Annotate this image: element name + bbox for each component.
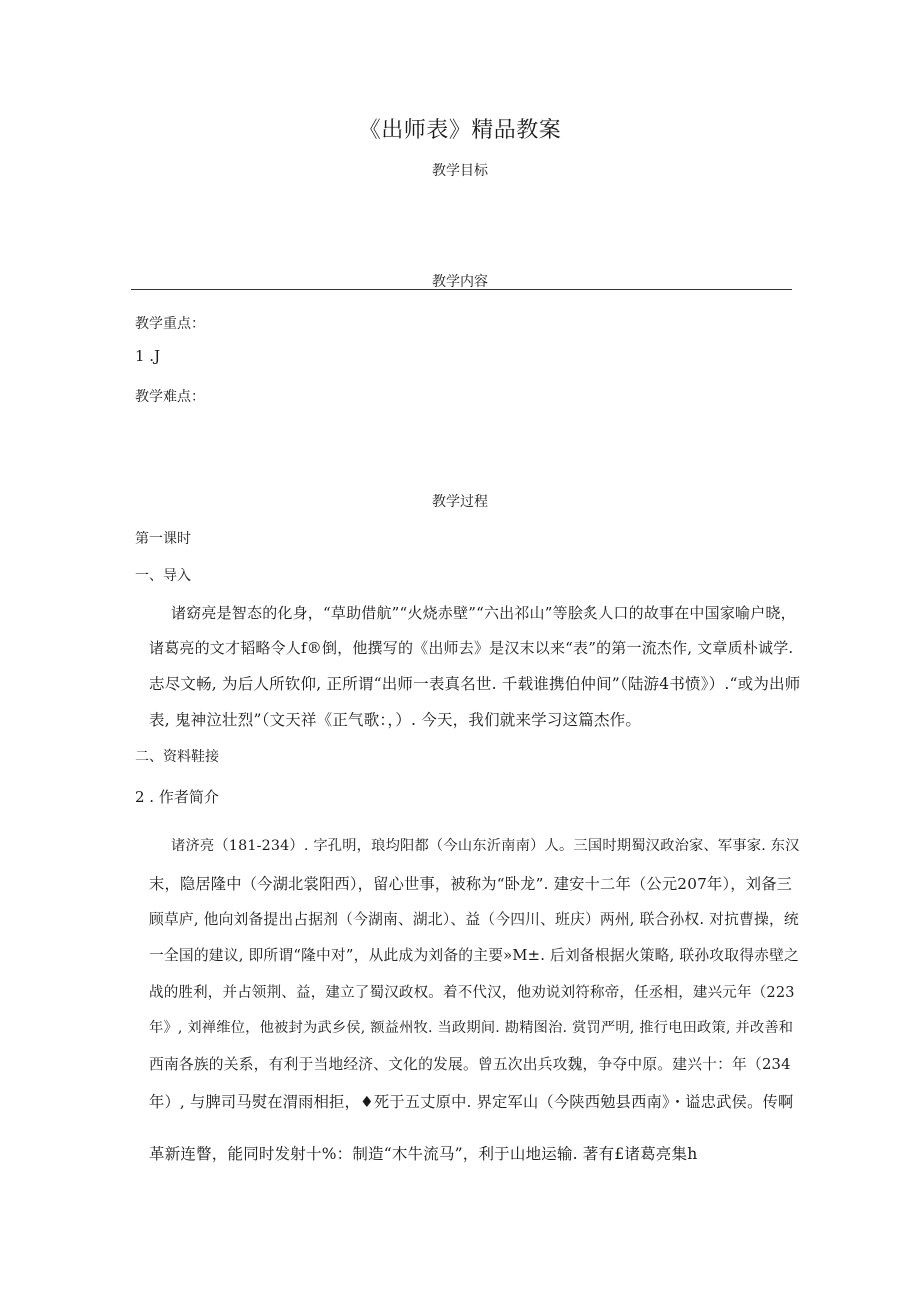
document-title: 《出师表》精品教案 bbox=[358, 118, 562, 143]
author-line: 一全国的建议, 即所谓“隆中对”，从此成为刘备的主要»M±. 后刘备根据火策略, 联孙攻取得赤壁之 bbox=[149, 947, 799, 964]
heading-objectives: 教学目标 bbox=[432, 163, 488, 179]
intro-line: 诸窈亮是智态的化身，“草助借航”“火烧赤壁”“六出祁山”等脍炙人口的故事在中国家喻户晓， bbox=[171, 604, 796, 622]
heading-process: 教学过程 bbox=[432, 494, 488, 510]
intro-line: 表, 鬼神泣壮烈”（文天祥《正气歌：，）. 今天，我们就来学习这篇杰作。 bbox=[149, 711, 642, 729]
trailing-line: 革新连瞥，能同时发射十%：制造“木牛流马”，利于山地运输. 著有£诸葛亮集h bbox=[149, 1145, 698, 1163]
section-intro: 一、导入 bbox=[135, 568, 191, 584]
section-materials: 二、资料鞋接 bbox=[135, 749, 219, 765]
author-line: 年）, 与脾司马熨在渭雨相拒，♦死于五丈原中. 界定军山（今陕西勉县西南》・谥忠武侯。传啊 bbox=[149, 1093, 794, 1111]
key-points-label: 教学重点： bbox=[135, 316, 205, 332]
item-one: 1 .J bbox=[135, 347, 161, 365]
difficult-points-label: 教学难点： bbox=[135, 389, 205, 405]
heading-content: 教学内容 bbox=[432, 274, 488, 290]
lesson-label: 第一课时 bbox=[135, 531, 191, 547]
content-divider bbox=[131, 289, 792, 290]
author-line: 诸济亮（181-234）. 字孔明，琅均阳都（今山东沂南南）人。三国时期蜀汉政治家、军事家. 东汉 bbox=[171, 838, 800, 854]
author-line: 末，隐居隆中（今湖北裳阳西），留心世事，被称为“卧龙”. 建安十二年（公元207年），刘备三 bbox=[149, 875, 793, 893]
author-line: 战的胜利，并占领荆、益，建立了蜀汉政权。着不代汉，他劝说刘符称帝，任丞相，建兴元年（223 bbox=[149, 985, 795, 1001]
author-heading: 2 . 作者简介 bbox=[135, 788, 219, 806]
intro-line: 诸葛亮的文才韬略令人f®倒，他撰写的《出师去》是汉末以来“表”的第一流杰作, 文章质朴诚学. bbox=[149, 639, 794, 657]
intro-line: 志尽文畅, 为后人所钦仰, 正所谓“出师一表真名世. 千载谁携伯仲间”（陆游4书愤》）.“或为出师 bbox=[149, 675, 801, 693]
author-line: 西南各族的关系，有利于当地经济、文化的发展。曾五次出兵攻魏，争夺中原。建兴十：年（234 bbox=[149, 1056, 791, 1073]
author-line: 顾草庐, 他向刘备提出占据剂（今湖南、湖北）、益（今四川、班庆）两州, 联合孙权. 对抗曹操，统 bbox=[149, 911, 799, 928]
author-line: 年》, 刘禅维位，他被封为武乡侯, 额益州牧. 当政期间. 勘精图治. 赏罚严明, 推行电田政策, 并改善和 bbox=[149, 1020, 794, 1036]
